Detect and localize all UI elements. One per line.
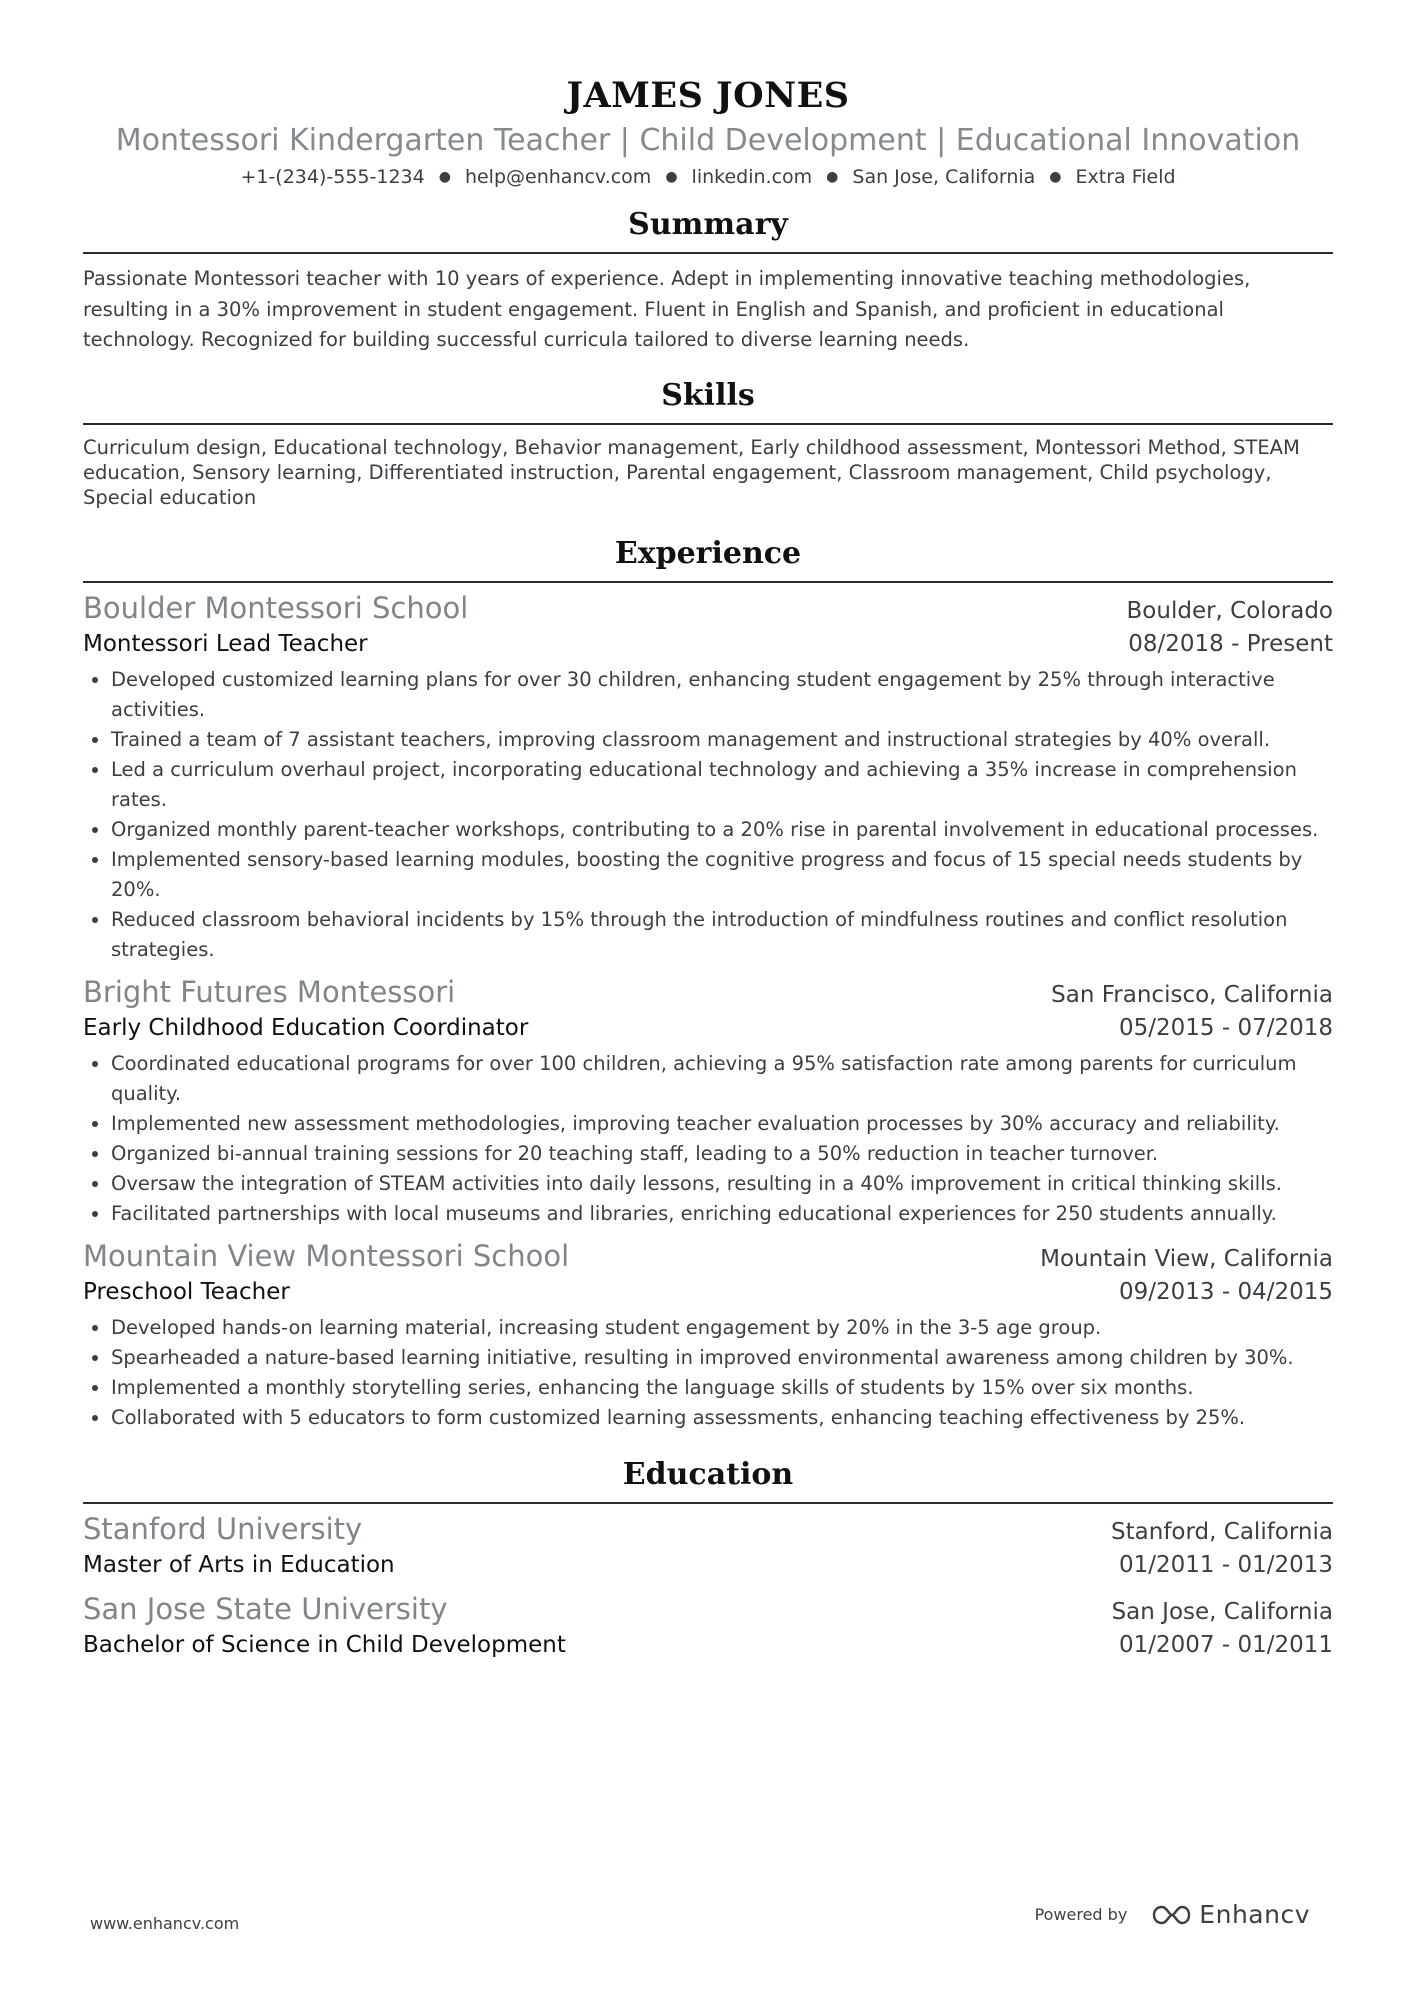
contact-phone: +1-(234)-555-1234 [240, 166, 425, 188]
entry-header-row [83, 589, 1333, 627]
job-dates: 09/2013 - 04/2015 [1118, 1278, 1333, 1305]
entry-header-row [83, 1510, 1333, 1548]
entry-header-row [83, 1237, 1333, 1275]
experience-section [83, 534, 1333, 1433]
contact-email[interactable]: help@enhancv.com [464, 166, 652, 188]
experience-entry [83, 589, 1333, 965]
achievement-item: Oversaw the integration of STEAM activities into daily lessons, resulting in a 40% improvement in critical thinking skills. [83, 1169, 1333, 1199]
job-dates: 08/2018 - Present [1128, 630, 1333, 657]
enhancv-logo-icon [1151, 1904, 1191, 1926]
achievement-item: Spearheaded a nature-based learning initiative, resulting in improved environmental awareness among children by 30%. [83, 1343, 1333, 1373]
education-section [83, 1455, 1333, 1662]
skills-heading: Skills [661, 377, 755, 413]
achievement-item: Developed customized learning plans for over 30 children, enhancing student engagement by 25% through interactive activities. [83, 665, 1333, 725]
experience-heading: Experience [614, 535, 802, 571]
school-name: Stanford University [83, 1511, 363, 1546]
bullet-separator: ● [1049, 169, 1062, 185]
experience-entry [83, 1237, 1333, 1433]
employer-location: Boulder, Colorado [1126, 597, 1333, 624]
achievement-item: Reduced classroom behavioral incidents by 15% through the introduction of mindfulness routines and conflict resolution strategies. [83, 905, 1333, 965]
contact-line [83, 163, 1333, 191]
resume-header [83, 72, 1333, 191]
summary-section [83, 205, 1333, 356]
achievement-item: Led a curriculum overhaul project, incorporating educational technology and achieving a 35% increase in comprehension rates. [83, 755, 1333, 815]
achievement-item: Coordinated educational programs for over 100 children, achieving a 95% satisfaction rate among parents for curriculum quality. [83, 1049, 1333, 1109]
entry-header-row [83, 1590, 1333, 1628]
summary-heading: Summary [628, 207, 788, 242]
job-title: Preschool Teacher [83, 1278, 290, 1305]
entry-role-row [83, 1275, 1333, 1309]
entry-role-row [83, 627, 1333, 661]
employer-name: Mountain View Montessori School [83, 1238, 570, 1273]
brand-name: Enhancv [1199, 1900, 1310, 1929]
job-title: Early Childhood Education Coordinator [83, 1014, 529, 1041]
achievement-item: Implemented sensory-based learning modules, boosting the cognitive progress and focus of 15 special needs students by 20%. [83, 845, 1333, 905]
education-dates: 01/2011 - 01/2013 [1118, 1551, 1333, 1578]
candidate-headline: Montessori Kindergarten Teacher | Child Development | Educational Innovation [115, 123, 1301, 158]
contact-linkedin[interactable]: linkedin.com [691, 166, 813, 188]
degree-title: Master of Arts in Education [83, 1551, 395, 1578]
footer-website-link[interactable]: www.enhancv.com [90, 1914, 240, 1933]
achievement-item: Trained a team of 7 assistant teachers, improving classroom management and instructional strategies by 40% overall. [83, 725, 1333, 755]
section-divider [83, 1502, 1333, 1504]
summary-text: Passionate Montessori teacher with 10 years of experience. Adept in implementing innovative teaching methodologies, resulting in a 30% improvement in student engagement. Fluent in English and Spanish, and proficient in educational technology. Recognized for building successful curricula tailored to diverse learning needs. [83, 267, 1251, 351]
achievement-list [83, 665, 1333, 965]
section-divider [83, 423, 1333, 425]
achievement-item: Organized monthly parent-teacher workshops, contributing to a 20% rise in parental involvement in educational processes. [83, 815, 1333, 845]
bullet-separator: ● [826, 169, 839, 185]
school-location: San Jose, California [1111, 1598, 1333, 1625]
achievement-item: Facilitated partnerships with local museums and libraries, enriching educational experiences for 250 students annually. [83, 1199, 1333, 1229]
school-location: Stanford, California [1111, 1518, 1333, 1545]
achievement-item: Developed hands-on learning material, increasing student engagement by 20% in the 3-5 age group. [83, 1313, 1333, 1343]
footer-branding [1035, 1900, 1310, 1929]
skills-text: Curriculum design, Educational technology, Behavior management, Early childhood assessment, Montessori Method, STEAM education, Sensory learning, Differentiated instruction, Parental engagement, Classroom management, Child psychology, Special education [83, 435, 1300, 509]
achievement-list [83, 1049, 1333, 1229]
section-divider [83, 581, 1333, 583]
contact-location: San Jose, California [852, 166, 1036, 188]
employer-location: Mountain View, California [1040, 1245, 1333, 1272]
skills-section [83, 376, 1333, 510]
employer-name: Bright Futures Montessori [83, 974, 456, 1009]
achievement-item: Implemented a monthly storytelling series, enhancing the language skills of students by 15% over six months. [83, 1373, 1333, 1403]
section-divider [83, 252, 1333, 254]
achievement-list [83, 1313, 1333, 1433]
experience-entry [83, 973, 1333, 1229]
enhancv-brand-link[interactable] [1151, 1900, 1310, 1929]
education-entry [83, 1590, 1333, 1662]
education-dates: 01/2007 - 01/2011 [1118, 1631, 1333, 1658]
entry-degree-row [83, 1548, 1333, 1582]
achievement-item: Implemented new assessment methodologies, improving teacher evaluation processes by 30% accuracy and reliability. [83, 1109, 1333, 1139]
powered-by-label: Powered by [1034, 1905, 1128, 1924]
employer-name: Boulder Montessori School [83, 590, 469, 625]
education-entry [83, 1510, 1333, 1582]
bullet-separator: ● [438, 169, 451, 185]
job-title: Montessori Lead Teacher [83, 630, 368, 657]
achievement-item: Organized bi-annual training sessions for 20 teaching staff, leading to a 50% reduction in teacher turnover. [83, 1139, 1333, 1169]
entry-degree-row [83, 1628, 1333, 1662]
entry-role-row [83, 1011, 1333, 1045]
candidate-name: JAMES JONES [566, 75, 850, 116]
employer-location: San Francisco, California [1051, 981, 1333, 1008]
resume-content [83, 72, 1333, 1662]
school-name: San Jose State University [83, 1591, 448, 1626]
entry-header-row [83, 973, 1333, 1011]
achievement-item: Collaborated with 5 educators to form customized learning assessments, enhancing teaching effectiveness by 25%. [83, 1403, 1333, 1433]
bullet-separator: ● [665, 169, 678, 185]
contact-extra-field: Extra Field [1075, 166, 1176, 188]
degree-title: Bachelor of Science in Child Development [83, 1631, 566, 1658]
education-heading: Education [622, 1456, 794, 1492]
job-dates: 05/2015 - 07/2018 [1118, 1014, 1333, 1041]
